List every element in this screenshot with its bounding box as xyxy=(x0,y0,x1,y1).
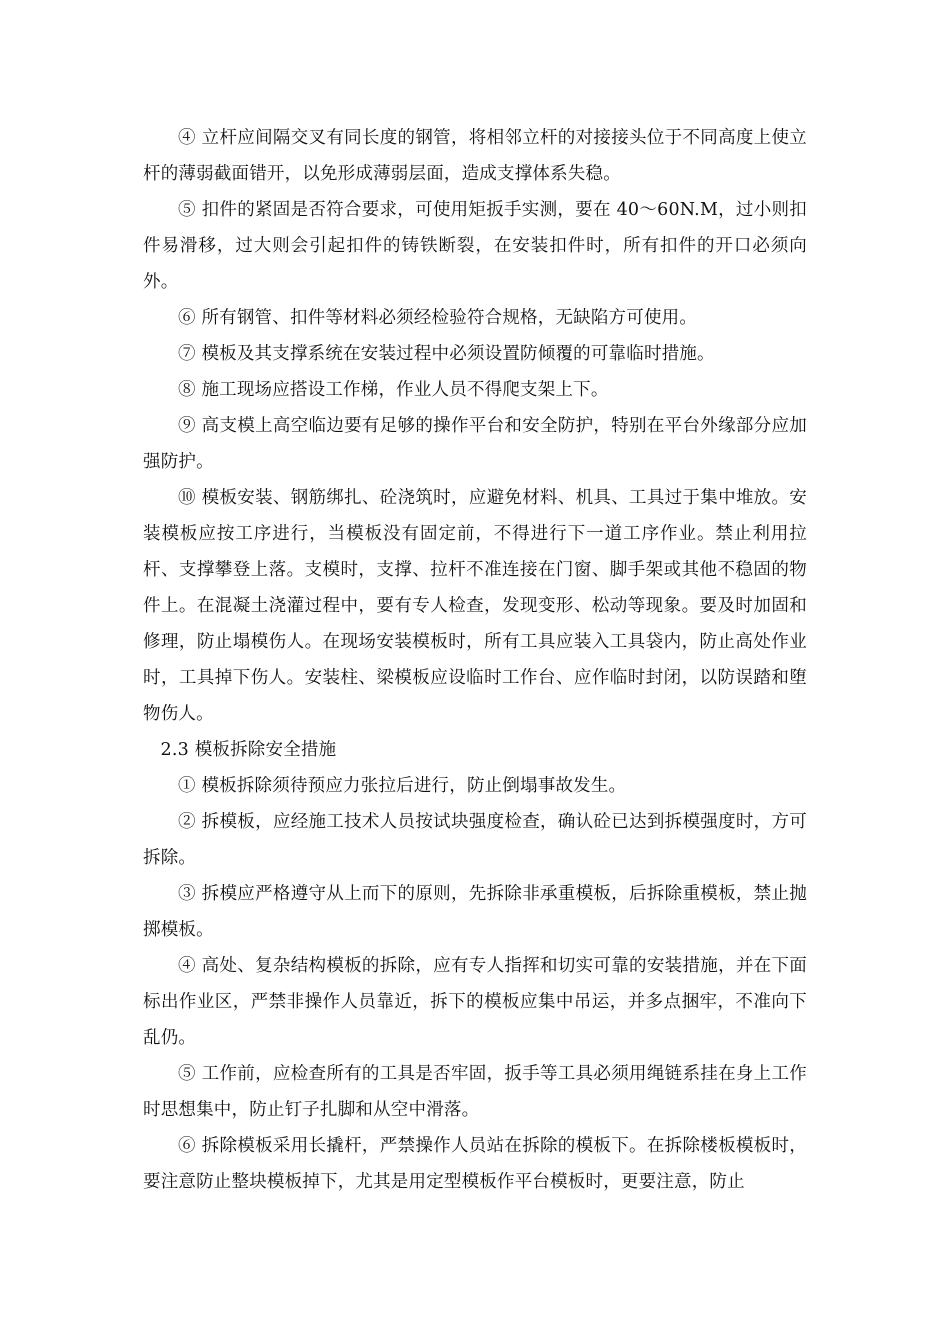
removal-item-5: ⑤ 工作前，应检查所有的工具是否牢固，扳手等工具必须用绳链系挂在身上工作时思想集中，防止钉子扎脚和从空中滑落。 xyxy=(143,1064,807,1120)
paragraph-item-6: ⑥ 所有钢管、扣件等材料必须经检验符合规格，无缺陷方可使用。 xyxy=(178,308,698,328)
section-heading: 2.3 模板拆除安全措施 xyxy=(160,740,337,760)
paragraph-item-8: ⑧ 施工现场应搭设工作梯，作业人员不得爬支架上下。 xyxy=(178,380,609,400)
removal-item-1: ① 模板拆除须待预应力张拉后进行，防止倒塌事故发生。 xyxy=(178,776,627,796)
paragraph-item-4: ④ 立杆应间隔交叉有同长度的钢管，将相邻立杆的对接接头位于不同高度上使立杆的薄弱截面错开，以免形成薄弱层面，造成支撑体系失稳。 xyxy=(143,128,807,184)
removal-item-3: ③ 拆模应严格遵守从上而下的原则，先拆除非承重模板，后拆除重模板，禁止抛掷模板。 xyxy=(143,884,807,940)
removal-item-6: ⑥ 拆除模板采用长撬杆，严禁操作人员站在拆除的模板下。在拆除楼板模板时，要注意防止整块模板掉下，尤其是用定型模板作平台模板时，更要注意，防止 xyxy=(143,1136,807,1192)
paragraph-item-5: ⑤ 扣件的紧固是否符合要求，可使用矩扳手实测，要在 40～60N.M，过小则扣件易滑移，过大则会引起扣件的铸铁断裂，在安装扣件时，所有扣件的开口必须向外。 xyxy=(143,200,807,292)
removal-item-2: ② 拆模板，应经施工技术人员按试块强度检查，确认砼已达到拆模强度时，方可拆除。 xyxy=(143,812,807,868)
document-body xyxy=(143,120,807,1200)
paragraph-item-10: ⑩ 模板安装、钢筋绑扎、砼浇筑时，应避免材料、机具、工具过于集中堆放。安装模板应按工序进行，当模板没有固定前，不得进行下一道工序作业。禁止利用拉杆、支撑攀登上落。支模时，支撑、拉杆不准连接在门窗、脚手架或其他不稳固的物件上。在混凝土浇灌过程中，要有专人检查，发现变形、松动等现象。要及时加固和修理，防止塌模伤人。在现场安装模板时，所有工具应装入工具袋内，防止高处作业时，工具掉下伤人。安装柱、梁模板应设临时工作台、应作临时封闭，以防误踏和堕物伤人。 xyxy=(143,488,807,724)
paragraph-item-7: ⑦ 模板及其支撑系统在安装过程中必须设置防倾覆的可靠临时措施。 xyxy=(178,344,715,364)
removal-item-4: ④ 高处、复杂结构模板的拆除，应有专人指挥和切实可靠的安装措施，并在下面标出作业区，严禁非操作人员靠近，拆下的模板应集中吊运，并多点捆牢，不准向下乱仍。 xyxy=(143,956,807,1048)
paragraph-item-9: ⑨ 高支模上高空临边要有足够的操作平台和安全防护，特别在平台外缘部分应加强防护。 xyxy=(143,416,807,472)
